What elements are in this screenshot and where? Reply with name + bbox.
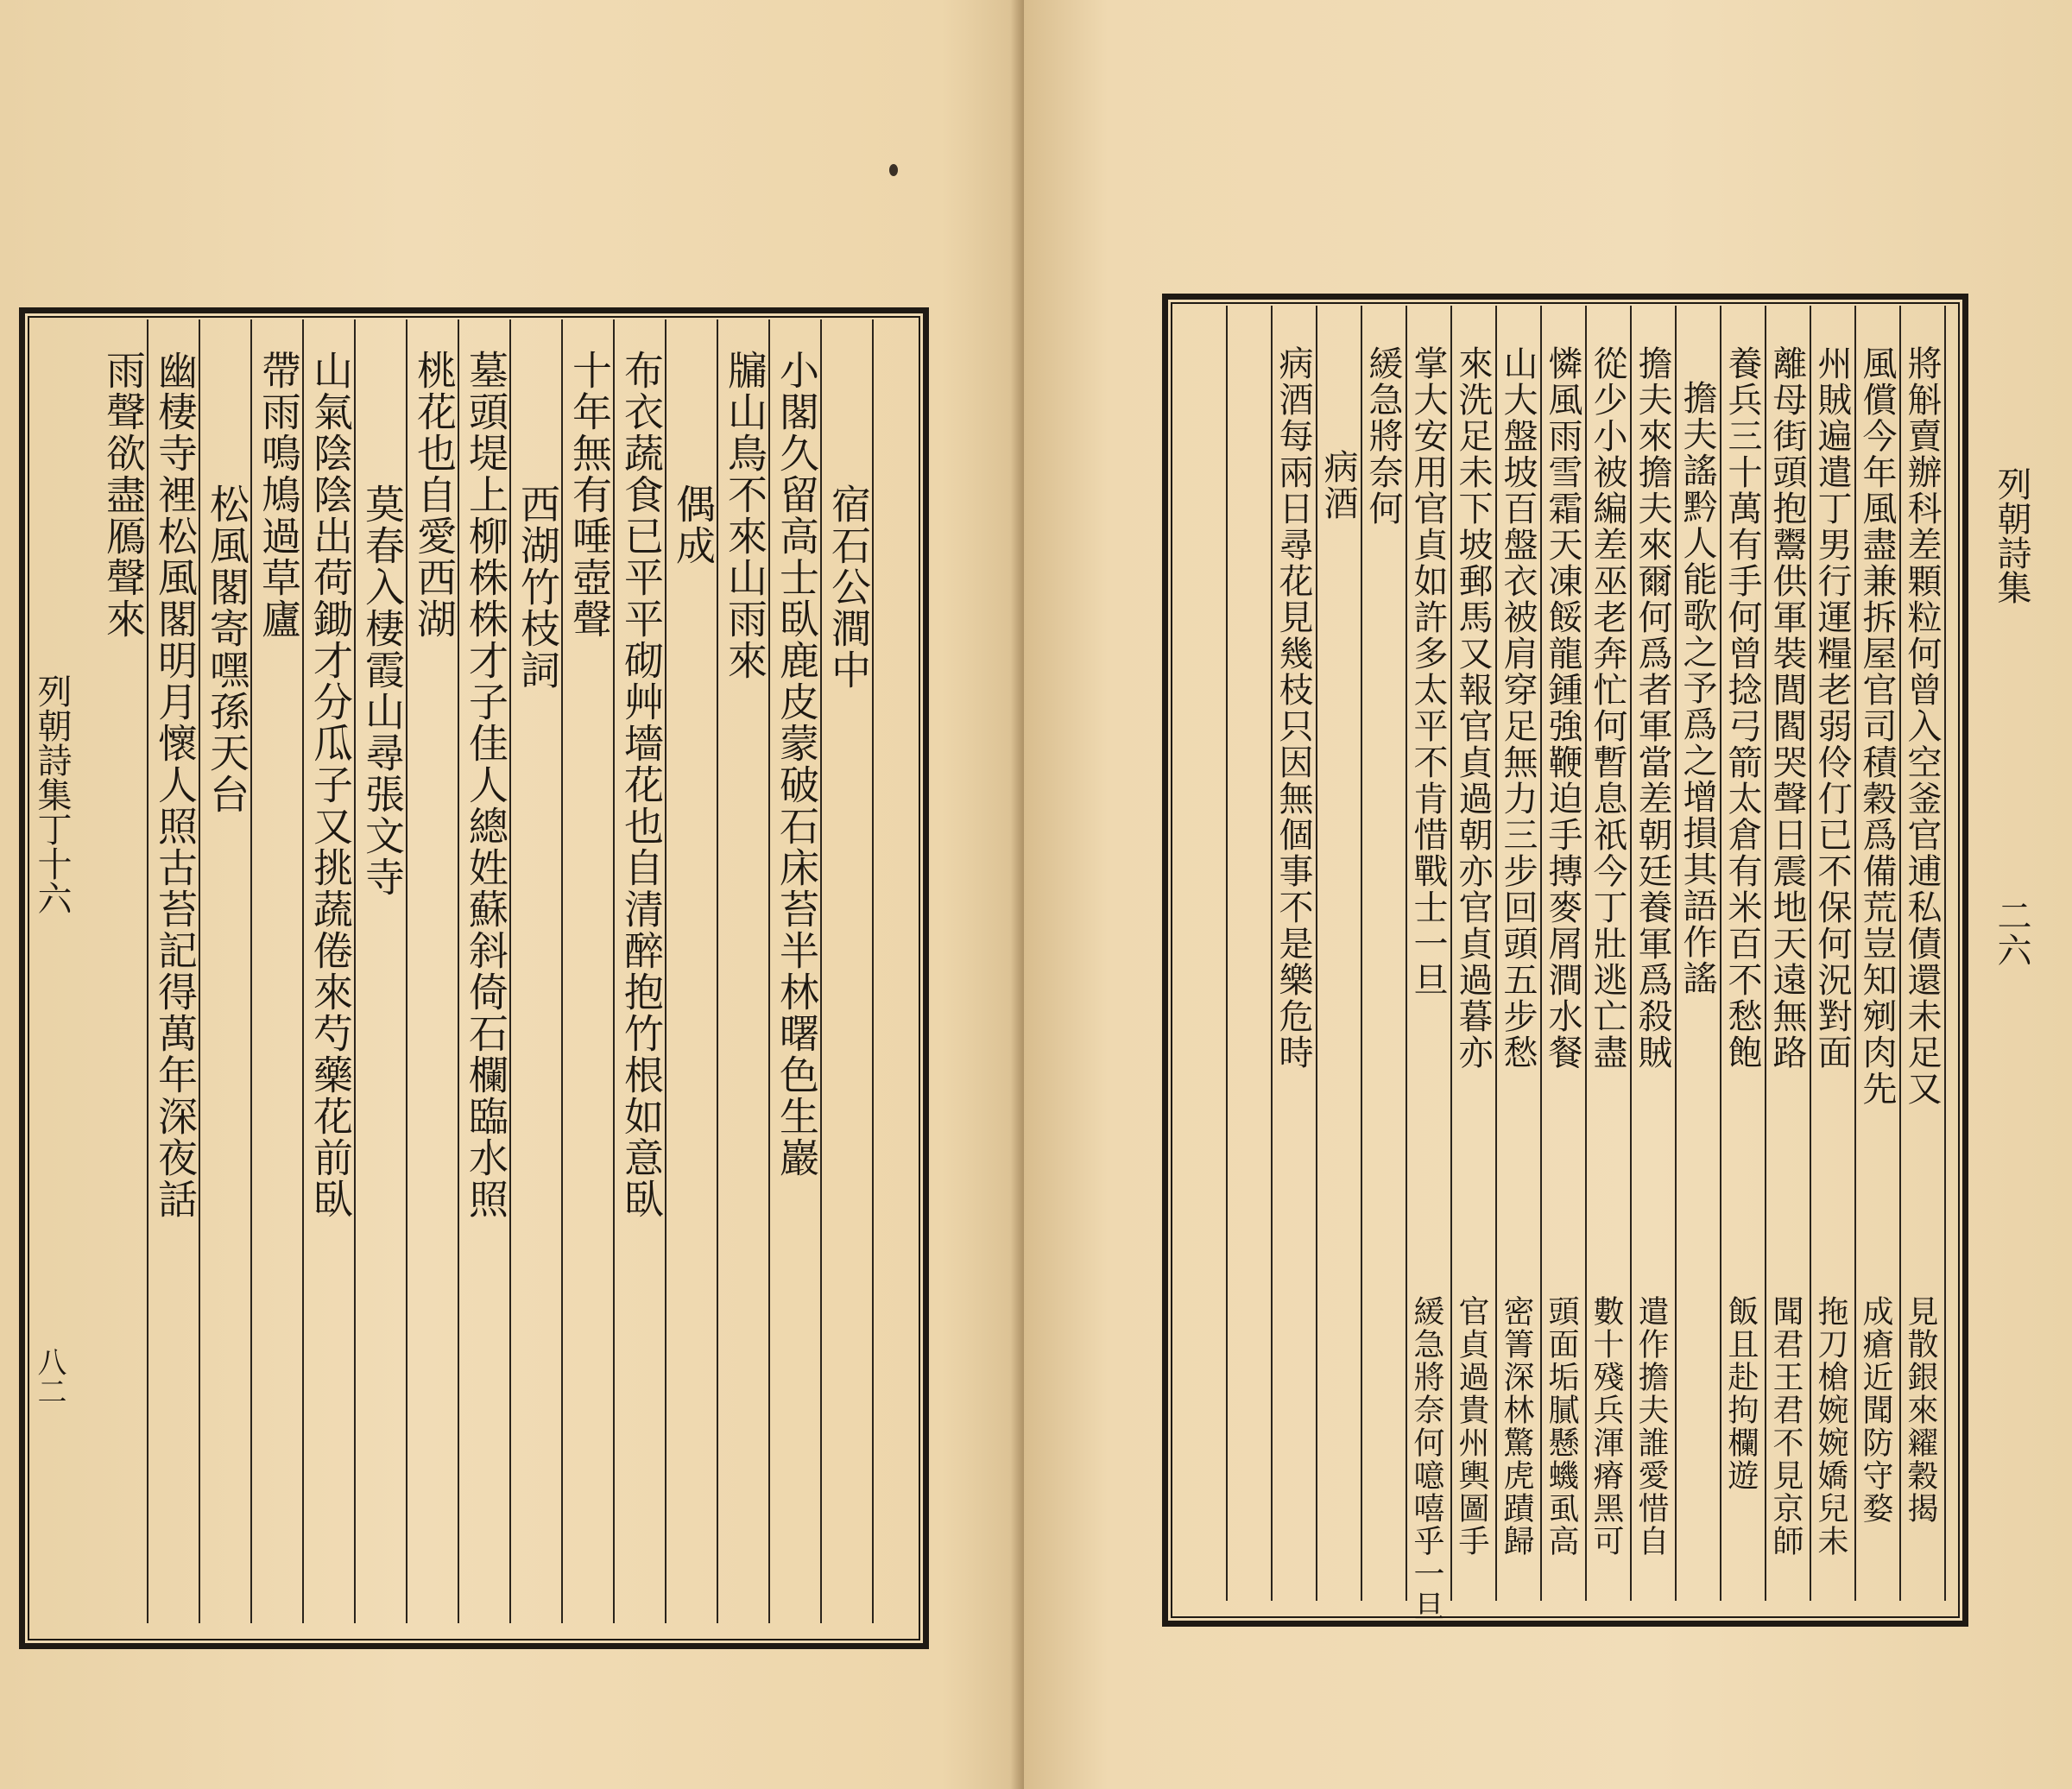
poem-line: 離母街頭抱鬻供軍裝閭閻哭聲日震地天遠無路 (1767, 345, 1807, 1071)
poem-line: 布衣蔬食已平平砌艸墻花也自清醉抱竹根如意臥 (618, 350, 665, 1220)
poem-line: 十年無有唾壺聲 (566, 350, 613, 640)
right-page (1024, 0, 2072, 1789)
poem-line: 雨聲欲盡鴈聲來 (100, 350, 147, 640)
ink-spot (889, 164, 898, 176)
poem-title: 偶成 (670, 484, 717, 566)
poem-title: 松風閣寄嘿孫天台 (204, 484, 250, 815)
poem-line: 從少小被編差巫老奔忙何暫息祇今丁壯逃亡盡 (1588, 345, 1627, 1071)
poem-line-cont: 見散銀來糴穀揭 (1903, 1295, 1938, 1525)
right-margin-page: 二六 (1992, 898, 2031, 967)
left-page (0, 0, 1024, 1789)
poem-line: 州賊遍遣丁男行運糧老弱伶仃已不保何況對面 (1812, 345, 1852, 1071)
poem-line-cont: 頭面垢膩懸蟣虱高 (1544, 1295, 1579, 1558)
poem-line: 風償今年風盡兼拆屋官司積穀爲備荒豈知剜肉先 (1857, 345, 1897, 1107)
poem-line: 牖山鳥不來山雨來 (722, 350, 768, 681)
poem-line: 桃花也自愛西湖 (411, 350, 458, 640)
poem-line: 來洗足未下坡郵馬又報官貞過朝亦官貞過暮亦 (1453, 345, 1493, 1071)
poem-line: 墓頭堤上柳株株才子佳人總姓蘇斜倚石欄臨水照 (463, 350, 509, 1220)
poem-line: 掌大安用官貞如許多太平不肯惜戰士一旦 (1408, 345, 1448, 998)
poem-line: 養兵三十萬有手何曾捻弓箭太倉有米百不愁飽 (1722, 345, 1762, 1071)
poem-line-cont: 飯且赴拘欄遊 (1723, 1295, 1759, 1492)
poem-line: 小閣久留高士臥鹿皮蒙破石床苔半林曙色生巖 (774, 350, 820, 1179)
poem-title: 莫春入棲霞山尋張文寺 (359, 484, 406, 898)
poem-line: 幽棲寺裡松風閣明月懷人照古苔記得萬年深夜話 (152, 350, 199, 1220)
poem-line-cont: 聞君王君不見京師 (1768, 1295, 1804, 1558)
poem-line-cont: 數十殘兵渾瘠黑可 (1589, 1295, 1624, 1558)
poem-line-cont: 密箐深林驚虎蹟歸 (1499, 1295, 1534, 1558)
poem-title: 西湖竹枝詞 (515, 484, 561, 691)
poem-line: 擔夫來擔夫來爾何爲者軍當差朝廷養軍爲殺賊 (1633, 345, 1672, 1071)
poem-line: 帶雨鳴鳩過草廬 (256, 350, 302, 640)
poem-title: 病酒 (1318, 449, 1358, 522)
poem-line: 山氣陰陰出荷鋤才分瓜子又挑蔬倦來芍藥花前臥 (307, 350, 354, 1220)
poem-line: 病酒每兩日尋花見幾枝只因無個事不是樂危時 (1273, 345, 1313, 1071)
poem-line: 山大盤坡百盤衣被肩穿足無力三步回頭五步愁 (1498, 345, 1538, 1071)
left-margin-page: 八二 (32, 1347, 66, 1406)
poem-line-cont: 官貞過貴州輿圖手 (1454, 1295, 1489, 1558)
left-margin-title: 列朝詩集丁十六 (32, 673, 72, 915)
poem-title: 擔夫謠黔人能歌之予爲之增損其語作謠 (1677, 380, 1717, 996)
poem-line: 緩急將奈何 (1363, 345, 1403, 527)
poem-line-cont: 拖刀槍婉婉嬌兒未 (1813, 1295, 1848, 1558)
poem-title: 宿石公澗中 (825, 484, 872, 691)
poem-line-cont: 緩急將奈何噫嘻乎一旦 (1409, 1295, 1444, 1623)
poem-line-cont: 成瘡近聞防守婺 (1858, 1295, 1893, 1525)
right-margin-title: 列朝詩集 (1992, 466, 2031, 604)
poem-line: 憐風雨雪霜天凍餒龍鍾強鞭迫手摶麥屑澗水餐 (1543, 345, 1582, 1071)
poem-line: 將斛賣辦科差顆粒何曾入空釜官逋私債還未足又 (1902, 345, 1942, 1107)
poem-line-cont: 遣作擔夫誰愛惜自 (1633, 1295, 1669, 1558)
